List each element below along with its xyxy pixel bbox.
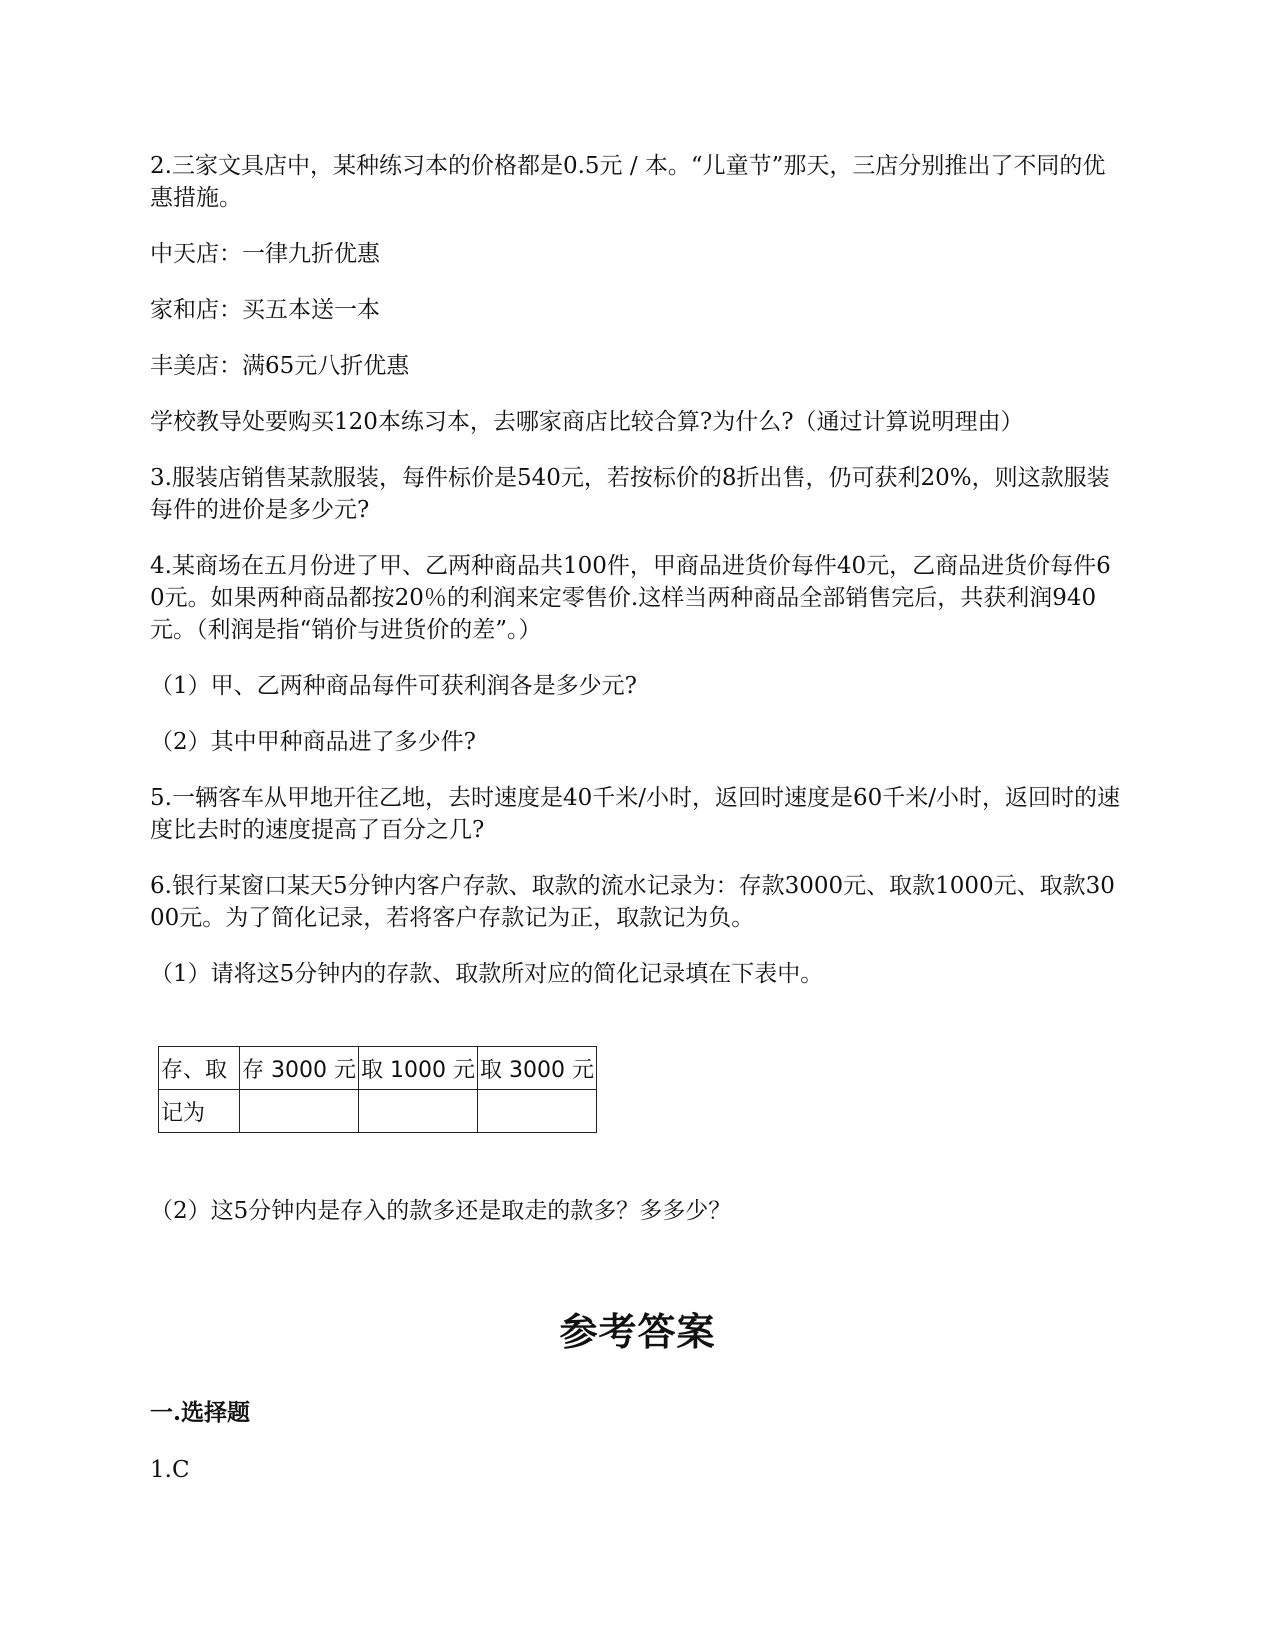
table-cell: 取 3000 元: [477, 1047, 596, 1090]
question-2-shop-fengmei: 丰美店：满65元八折优惠: [150, 353, 410, 379]
table-cell-blank: [358, 1090, 477, 1133]
question-5-text: 5.一辆客车从甲地开往乙地，去时速度是40千米/小时，返回时速度是60千米/小时，返回时的速度比去时的速度提高了百分之几?: [150, 785, 1120, 843]
section-title-choice: 一.选择题: [150, 1399, 251, 1426]
answer-1: 1.C: [150, 1457, 190, 1483]
question-2-ask: 学校教导处要购买120本练习本，去哪家商店比较合算?为什么?（通过计算说明理由）: [150, 409, 1024, 435]
table-cell: 存 3000 元: [240, 1047, 359, 1090]
question-4-sub-1: （1）甲、乙两种商品每件可获利润各是多少元?: [150, 673, 637, 699]
table-cell: 存、取: [159, 1047, 240, 1090]
table-cell-blank: [477, 1090, 596, 1133]
question-6-sub-2: （2）这5分钟内是存入的款多还是取走的款多？多多少？: [150, 1198, 732, 1224]
question-2-shop-zhongtian: 中天店：一律九折优惠: [150, 241, 380, 267]
question-2-shop-jiahe: 家和店：买五本送一本: [150, 297, 380, 323]
document-page: [150, 150, 1125, 1483]
question-6-text: 6.银行某窗口某天5分钟内客户存款、取款的流水记录为：存款3000元、取款1000元、取款3000元。为了简化记录，若将客户存款记为正，取款记为负。: [150, 873, 1115, 931]
question-3-text: 3.服装店销售某款服装，每件标价是540元，若按标价的8折出售，仍可获利20%，则这款服装每件的进价是多少元?: [150, 465, 1110, 523]
table-cell-blank: [240, 1090, 359, 1133]
answers-title: 参考答案: [559, 1309, 716, 1354]
table-cell: 取 1000 元: [358, 1047, 477, 1090]
question-4-text: 4.某商场在五月份进了甲、乙两种商品共100件，甲商品进货价每件40元，乙商品进货价每件60元。如果两种商品都按20％的利润来定零售价.这样当两种商品全部销售完后，共获利润940元。（利润是指“销价与进货价的差”。）: [150, 553, 1111, 643]
record-table-wrapper: [158, 1046, 1125, 1133]
question-4-sub-2: （2）其中甲种商品进了多少件?: [150, 729, 476, 755]
record-table: [158, 1046, 597, 1133]
table-row: [159, 1090, 597, 1133]
question-6-sub-1: （1）请将这5分钟内的存款、取款所对应的简化记录填在下表中。: [150, 961, 824, 987]
table-row: [159, 1047, 597, 1090]
question-2-text: 2.三家文具店中，某种练习本的价格都是0.5元 / 本。“儿童节”那天，三店分别推出了不同的优惠措施。: [150, 153, 1106, 211]
table-cell: 记为: [159, 1090, 240, 1133]
